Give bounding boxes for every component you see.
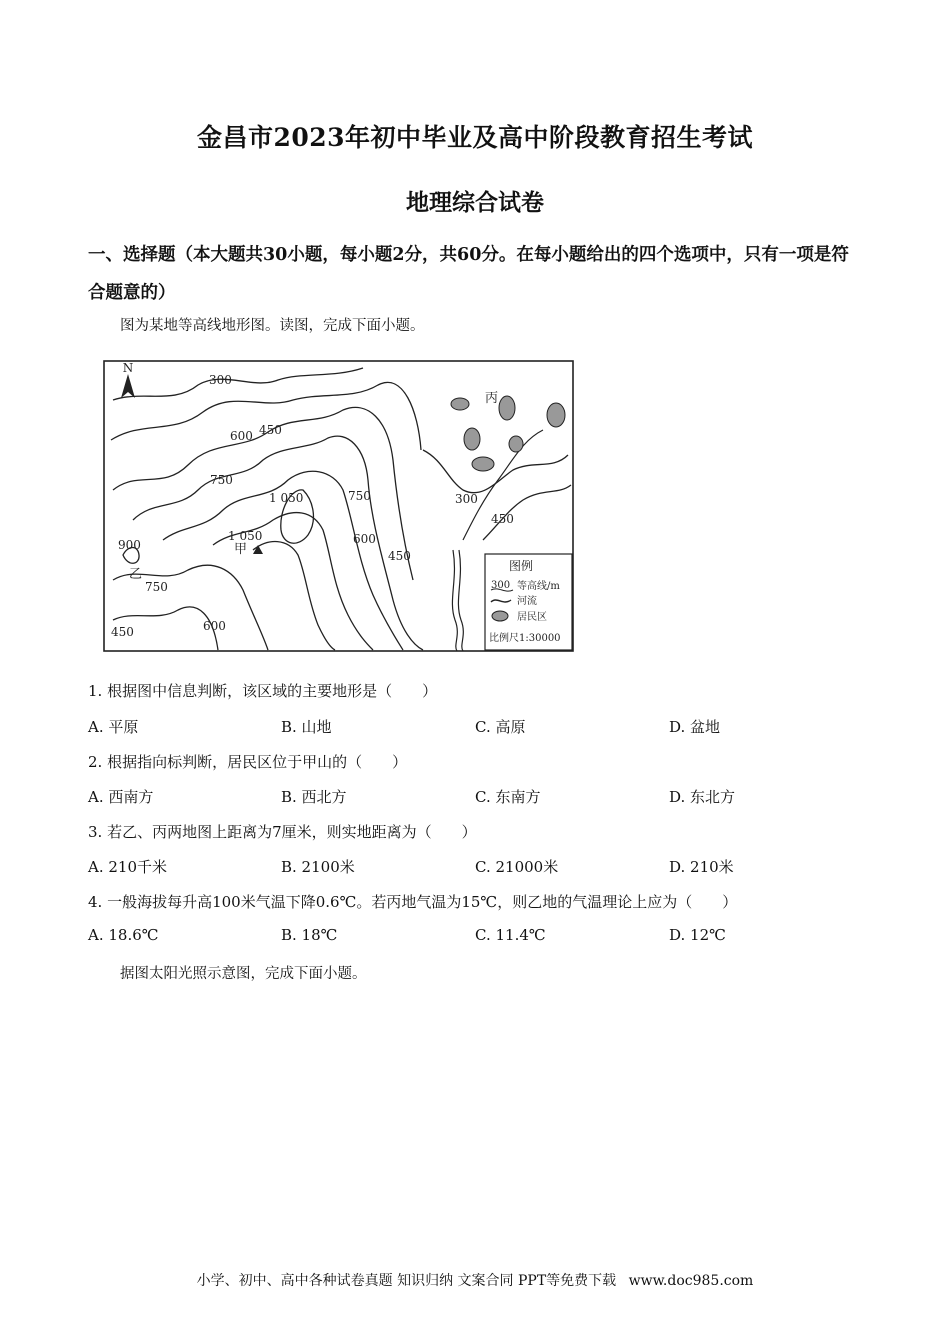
north-arrow-label: N xyxy=(122,361,134,375)
contour-label: 450 xyxy=(388,549,411,563)
map-legend xyxy=(485,554,572,650)
contour-label: 750 xyxy=(348,489,371,503)
intro-text-map: 图为某地等高线地形图。读图，完成下面小题。 xyxy=(120,318,425,334)
intro-text-sunlight: 据图太阳光照示意图，完成下面小题。 xyxy=(120,966,367,982)
contour-label: 600 xyxy=(353,532,376,546)
q2-option-a: A. 西南方 xyxy=(88,788,154,806)
question-3: 3. 若乙、丙两地图上距离为7厘米，则实地距离为（ ） xyxy=(88,823,477,841)
section-heading: 一、选择题（本大题共30小题，每小题2分，共60分。在每小题给出的四个选项中，只有一项是符合题意的） xyxy=(88,245,849,303)
contour-label: 900 xyxy=(118,538,141,552)
contour-map xyxy=(103,360,574,652)
q2-option-d: D. 东北方 xyxy=(669,788,736,806)
q3-option-d: D. 210米 xyxy=(669,858,734,876)
legend-title: 图例 xyxy=(509,559,534,573)
contour-label: 750 xyxy=(210,473,233,487)
footer-link[interactable]: www.doc985.com xyxy=(628,1273,754,1289)
exam-title: 金昌市2023年初中毕业及高中阶段教育招生考试 xyxy=(196,123,754,152)
place-label-bing: 丙 xyxy=(485,391,499,406)
legend-contour-label: 等高线/m xyxy=(517,581,560,592)
contour-label: 300 xyxy=(455,492,478,506)
q3-option-b: B. 2100米 xyxy=(281,858,355,876)
legend-scale: 比例尺1:30000 xyxy=(489,633,561,644)
q4-option-b: B. 18℃ xyxy=(281,926,338,944)
question-2: 2. 根据指向标判断，居民区位于甲山的（ ） xyxy=(88,753,408,771)
page-footer xyxy=(0,1270,950,1290)
place-label-jia: 甲 xyxy=(234,542,248,557)
legend-river-label: 河流 xyxy=(517,596,537,607)
contour-label: 1 050 xyxy=(228,529,263,543)
contour-label: 1 050 xyxy=(269,491,304,505)
footer-text: 小学、初中、高中各种试卷真题 知识归纳 文案合同 PPT等免费下载 xyxy=(196,1273,617,1289)
q2-option-b: B. 西北方 xyxy=(281,788,347,806)
legend-contour-sample: 300 xyxy=(491,580,511,591)
place-label-yi: 乙 xyxy=(129,567,143,582)
q4-option-a: A. 18.6℃ xyxy=(88,926,159,944)
q3-option-c: C. 21000米 xyxy=(475,858,559,876)
q1-option-b: B. 山地 xyxy=(281,718,332,736)
q4-option-d: D. 12℃ xyxy=(669,926,726,944)
q3-option-a: A. 210千米 xyxy=(88,858,167,876)
exam-subtitle: 地理综合试卷 xyxy=(406,189,544,216)
contour-label: 750 xyxy=(145,580,168,594)
q2-option-c: C. 东南方 xyxy=(475,788,541,806)
contour-label: 300 xyxy=(209,373,232,387)
contour-label: 450 xyxy=(259,423,282,437)
q1-option-d: D. 盆地 xyxy=(669,718,721,736)
contour-label: 450 xyxy=(491,512,514,526)
contour-label: 600 xyxy=(230,429,253,443)
q1-option-c: C. 高原 xyxy=(475,718,526,736)
question-4: 4. 一般海拔每升高100米气温下降0.6℃。若丙地气温为15℃，则乙地的气温理论上应为（ ） xyxy=(88,893,738,911)
legend-settlement-label: 居民区 xyxy=(517,612,547,623)
q4-option-c: C. 11.4℃ xyxy=(475,926,546,944)
q1-option-a: A. 平原 xyxy=(88,718,139,736)
question-1: 1. 根据图中信息判断，该区域的主要地形是（ ） xyxy=(88,682,438,700)
contour-label: 450 xyxy=(111,625,134,639)
contour-label: 600 xyxy=(203,619,226,633)
